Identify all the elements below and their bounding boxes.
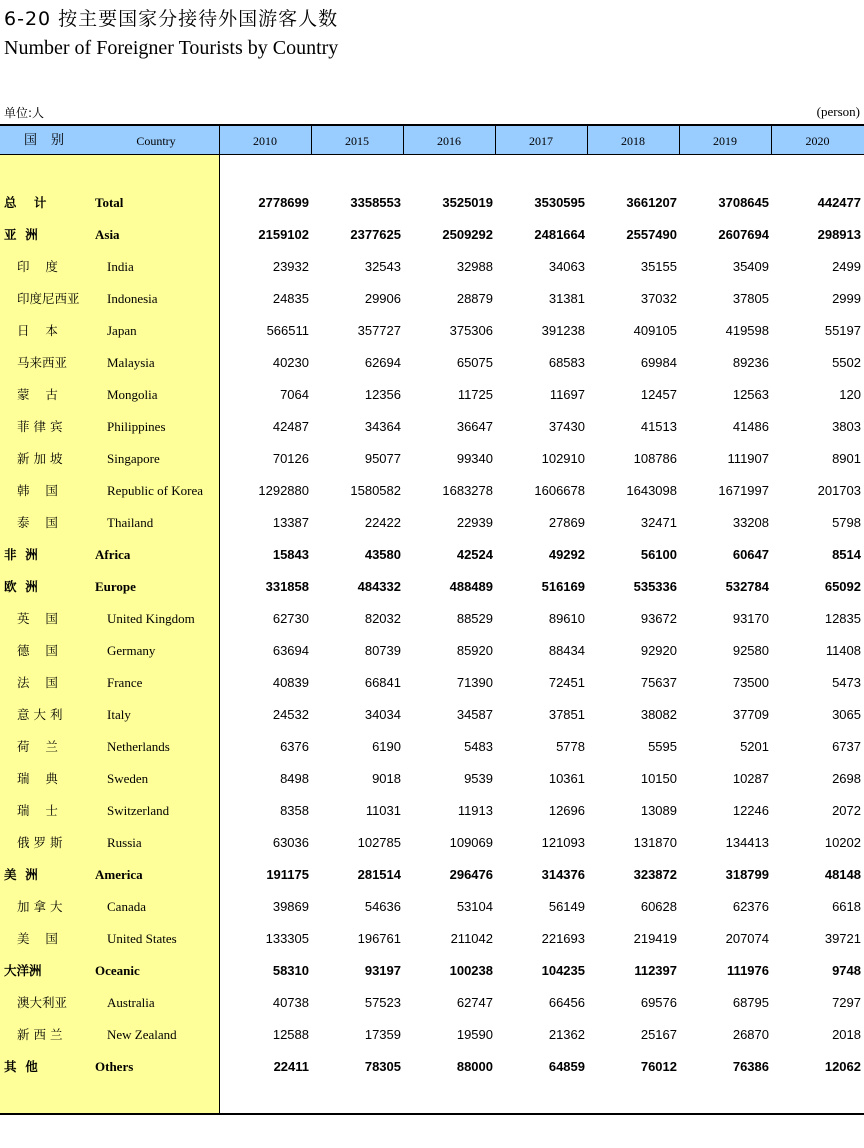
cell-value-2018: 60628 [640, 899, 677, 914]
cell-value-2018: 69984 [640, 355, 677, 370]
cell-value-2015: 95077 [364, 451, 401, 466]
cell-value-2015: 62694 [364, 355, 401, 370]
cell-value-2016: 19590 [456, 1027, 493, 1042]
cell-value-2018: 108786 [633, 451, 677, 466]
cell-value-2020: 11408 [825, 643, 861, 658]
cell-value-2015: 22422 [364, 515, 401, 530]
cell-value-2019: 111907 [727, 451, 769, 466]
cell-value-2019: 92580 [732, 643, 769, 658]
cell-value-2019: 134413 [725, 835, 769, 850]
table-row [0, 443, 864, 475]
cell-value-2020: 6618 [832, 899, 861, 914]
row-label-cn: 泰 国 [17, 515, 58, 530]
cell-value-2016: 375306 [449, 323, 493, 338]
cell-value-2016: 99340 [456, 451, 493, 466]
cell-value-2020: 2698 [832, 771, 861, 786]
table-title-cn: 6-20 按主要国家分接待外国游客人数 [4, 8, 339, 30]
row-label-en: Mongolia [107, 387, 158, 402]
cell-value-2020: 5798 [832, 515, 861, 530]
row-label-cn: 美 国 [17, 931, 58, 946]
cell-value-2010: 22411 [273, 1059, 309, 1074]
cell-value-2016: 71390 [456, 675, 493, 690]
cell-value-2015: 17359 [364, 1027, 401, 1042]
cell-value-2019: 5201 [740, 739, 769, 754]
cell-value-2015: 1580582 [350, 483, 401, 498]
cell-value-2010: 42487 [272, 419, 309, 434]
cell-value-2019: 207074 [725, 931, 769, 946]
cell-value-2020: 2072 [832, 803, 861, 818]
row-label-en: Italy [107, 707, 131, 722]
table-row [0, 731, 864, 763]
table-bottom-rule [0, 1113, 864, 1115]
cell-value-2010: 12588 [272, 1027, 309, 1042]
cell-value-2017: 64859 [548, 1059, 585, 1074]
row-label-en: France [107, 675, 143, 690]
row-label-en: New Zealand [107, 1027, 177, 1042]
row-label-cn: 大洋洲 [4, 963, 42, 978]
table-row [0, 763, 864, 795]
cell-value-2010: 191175 [266, 867, 309, 882]
cell-value-2017: 102910 [541, 451, 585, 466]
cell-value-2019: 73500 [732, 675, 769, 690]
cell-value-2010: 331858 [265, 579, 309, 594]
cell-value-2010: 40839 [272, 675, 309, 690]
cell-value-2018: 38082 [640, 707, 677, 722]
cell-value-2018: 56100 [640, 547, 677, 562]
cell-value-2020: 201703 [817, 483, 861, 498]
cell-value-2016: 53104 [456, 899, 493, 914]
row-label-cn: 蒙 古 [17, 387, 58, 402]
cell-value-2019: 60647 [732, 547, 769, 562]
cell-value-2017: 31381 [548, 291, 585, 306]
cell-value-2020: 2999 [832, 291, 861, 306]
cell-value-2016: 42524 [456, 547, 493, 562]
cell-value-2019: 12563 [732, 387, 769, 402]
row-label-cn: 英 国 [17, 611, 58, 626]
cell-value-2016: 88529 [456, 611, 493, 626]
cell-value-2018: 75637 [640, 675, 677, 690]
cell-value-2018: 131870 [633, 835, 677, 850]
row-label-en: Asia [95, 227, 120, 242]
row-label-cn: 印 度 [17, 259, 58, 274]
cell-value-2018: 41513 [640, 419, 677, 434]
cell-value-2018: 25167 [640, 1027, 677, 1042]
row-label-en: Thailand [107, 515, 154, 530]
cell-value-2018: 92920 [640, 643, 677, 658]
cell-value-2019: 93170 [732, 611, 769, 626]
cell-value-2016: 488489 [449, 579, 493, 594]
cell-value-2015: 196761 [357, 931, 401, 946]
cell-value-2015: 2377625 [350, 227, 401, 242]
row-label-cn: 荷 兰 [17, 739, 58, 754]
row-label-cn: 新 西 兰 [17, 1027, 63, 1042]
header-year-4: 2018 [621, 134, 645, 148]
cell-value-2016: 85920 [456, 643, 493, 658]
cell-value-2017: 104235 [541, 963, 585, 978]
cell-value-2010: 23932 [272, 259, 309, 274]
cell-value-2015: 102785 [357, 835, 401, 850]
cell-value-2016: 36647 [456, 419, 493, 434]
cell-value-2020: 5473 [832, 675, 861, 690]
cell-value-2018: 13089 [640, 803, 677, 818]
cell-value-2017: 49292 [548, 547, 585, 562]
table-row [0, 219, 864, 251]
cell-value-2018: 32471 [640, 515, 677, 530]
table-row [0, 891, 864, 923]
cell-value-2016: 11913 [457, 803, 493, 818]
cell-value-2019: 76386 [732, 1059, 769, 1074]
cell-value-2015: 34034 [364, 707, 401, 722]
row-label-en: Oceanic [95, 963, 140, 978]
row-label-en: America [95, 867, 143, 882]
row-label-en: Malaysia [107, 355, 155, 370]
cell-value-2016: 9539 [464, 771, 493, 786]
cell-value-2020: 298913 [817, 227, 861, 242]
row-label-cn: 美 洲 [4, 867, 38, 882]
cell-value-2020: 48148 [824, 867, 861, 882]
cell-value-2016: 2509292 [442, 227, 493, 242]
row-label-cn: 瑞 士 [17, 803, 58, 818]
cell-value-2017: 37851 [548, 707, 585, 722]
cell-value-2018: 2557490 [626, 227, 677, 242]
table-row [0, 923, 864, 955]
cell-value-2010: 8358 [280, 803, 309, 818]
cell-value-2015: 12356 [364, 387, 401, 402]
cell-value-2015: 93197 [364, 963, 401, 978]
cell-value-2015: 3358553 [350, 195, 401, 210]
row-label-en: Netherlands [107, 739, 170, 754]
cell-value-2017: 66456 [548, 995, 585, 1010]
cell-value-2017: 121093 [541, 835, 585, 850]
row-label-cn: 德 国 [17, 643, 58, 658]
cell-value-2018: 76012 [640, 1059, 677, 1074]
cell-value-2016: 28879 [456, 291, 493, 306]
cell-value-2015: 29906 [364, 291, 401, 306]
cell-value-2018: 93672 [640, 611, 677, 626]
cell-value-2017: 10361 [548, 771, 585, 786]
cell-value-2015: 281514 [357, 867, 401, 882]
cell-value-2017: 56149 [548, 899, 585, 914]
table-row [0, 571, 864, 603]
cell-value-2019: 1671997 [718, 483, 769, 498]
cell-value-2015: 6190 [372, 739, 401, 754]
cell-value-2016: 34587 [456, 707, 493, 722]
table-row [0, 667, 864, 699]
row-label-en: Sweden [107, 771, 149, 786]
cell-value-2015: 80739 [364, 643, 401, 658]
cell-value-2010: 39869 [272, 899, 309, 914]
cell-value-2017: 72451 [548, 675, 585, 690]
cell-value-2016: 5483 [464, 739, 493, 754]
cell-value-2017: 314376 [541, 867, 585, 882]
cell-value-2019: 3708645 [718, 195, 769, 210]
cell-value-2015: 43580 [364, 547, 401, 562]
row-label-en: Others [95, 1059, 134, 1074]
row-label-en: India [107, 259, 134, 274]
cell-value-2018: 35155 [640, 259, 677, 274]
cell-value-2010: 62730 [272, 611, 309, 626]
row-label-en: Africa [95, 547, 131, 562]
cell-value-2020: 12835 [824, 611, 861, 626]
cell-value-2016: 88000 [456, 1059, 493, 1074]
cell-value-2020: 3065 [832, 707, 861, 722]
row-label-en: Japan [107, 323, 137, 338]
cell-value-2017: 21362 [548, 1027, 585, 1042]
cell-value-2017: 27869 [548, 515, 585, 530]
table-row [0, 955, 864, 987]
row-label-cn: 加 拿 大 [17, 899, 63, 914]
table-row [0, 539, 864, 571]
cell-value-2019: 33208 [732, 515, 769, 530]
cell-value-2010: 2778699 [258, 195, 309, 210]
cell-value-2016: 3525019 [442, 195, 493, 210]
cell-value-2015: 11031 [365, 803, 401, 818]
table-row [0, 411, 864, 443]
row-label-cn: 菲 律 宾 [17, 419, 63, 434]
row-label-cn: 总 计 [4, 195, 47, 210]
row-label-en: United States [107, 931, 177, 946]
cell-value-2017: 391238 [541, 323, 585, 338]
cell-value-2010: 6376 [280, 739, 309, 754]
cell-value-2016: 211042 [450, 931, 493, 946]
cell-value-2010: 7064 [280, 387, 309, 402]
cell-value-2018: 10150 [640, 771, 677, 786]
table-row [0, 507, 864, 539]
cell-value-2015: 357727 [357, 323, 401, 338]
cell-value-2019: 62376 [732, 899, 769, 914]
cell-value-2020: 9748 [832, 963, 861, 978]
row-label-en: Singapore [107, 451, 160, 466]
cell-value-2015: 54636 [364, 899, 401, 914]
cell-value-2017: 34063 [548, 259, 585, 274]
cell-value-2010: 24532 [272, 707, 309, 722]
cell-value-2020: 65092 [824, 579, 861, 594]
cell-value-2015: 34364 [364, 419, 401, 434]
cell-value-2017: 3530595 [534, 195, 585, 210]
table-row [0, 379, 864, 411]
cell-value-2015: 9018 [372, 771, 401, 786]
cell-value-2010: 133305 [265, 931, 309, 946]
cell-value-2010: 1292880 [258, 483, 309, 498]
cell-value-2020: 120 [839, 387, 861, 402]
row-label-en: Switzerland [107, 803, 170, 818]
cell-value-2017: 5778 [556, 739, 585, 754]
header-country-cn: 国别 [24, 133, 79, 148]
cell-value-2010: 63694 [272, 643, 309, 658]
cell-value-2018: 69576 [640, 995, 677, 1010]
cell-value-2018: 409105 [633, 323, 677, 338]
cell-value-2015: 32543 [364, 259, 401, 274]
row-label-cn: 意 大 利 [17, 707, 63, 722]
row-label-en: Indonesia [107, 291, 158, 306]
header-year-6: 2020 [805, 134, 830, 148]
table-row [0, 603, 864, 635]
cell-value-2015: 484332 [357, 579, 401, 594]
cell-value-2019: 419598 [725, 323, 769, 338]
table-row [0, 187, 864, 219]
cell-value-2010: 58310 [272, 963, 309, 978]
cell-value-2020: 55197 [824, 323, 861, 338]
cell-value-2017: 221693 [541, 931, 585, 946]
header-year-0: 2010 [253, 134, 277, 148]
row-label-en: Philippines [107, 419, 166, 434]
cell-value-2015: 66841 [364, 675, 401, 690]
cell-value-2010: 70126 [272, 451, 309, 466]
cell-value-2018: 535336 [633, 579, 677, 594]
table-title-en: Number of Foreigner Tourists by Country [4, 37, 339, 59]
header-country-en: Country [136, 134, 176, 148]
cell-value-2018: 37032 [640, 291, 677, 306]
cell-value-2020: 6737 [832, 739, 861, 754]
cell-value-2018: 323872 [633, 867, 677, 882]
cell-value-2016: 1683278 [442, 483, 493, 498]
table-row [0, 1051, 864, 1083]
cell-value-2016: 32988 [456, 259, 493, 274]
cell-value-2019: 68795 [732, 995, 769, 1010]
cell-value-2018: 3661207 [626, 195, 677, 210]
cell-value-2018: 219419 [633, 931, 677, 946]
row-label-cn: 亚 洲 [4, 227, 38, 242]
table-row [0, 347, 864, 379]
cell-value-2016: 62747 [456, 995, 493, 1010]
row-label-cn: 非 洲 [4, 547, 38, 562]
cell-value-2019: 26870 [732, 1027, 769, 1042]
cell-value-2020: 3803 [832, 419, 861, 434]
header-year-3: 2017 [529, 134, 553, 148]
row-label-cn: 新 加 坡 [17, 451, 63, 466]
cell-value-2010: 13387 [272, 515, 309, 530]
row-label-en: Canada [107, 899, 146, 914]
row-label-en: Republic of Korea [107, 483, 204, 498]
cell-value-2016: 65075 [456, 355, 493, 370]
table-header [0, 126, 864, 155]
row-label-cn: 日 本 [17, 323, 58, 338]
cell-value-2018: 112397 [634, 963, 677, 978]
table-row [0, 283, 864, 315]
row-label-cn: 俄 罗 斯 [17, 835, 63, 850]
row-label-en: Germany [107, 643, 156, 658]
cell-value-2020: 5502 [832, 355, 861, 370]
cell-value-2019: 37805 [732, 291, 769, 306]
table-row [0, 987, 864, 1019]
row-label-en: Russia [107, 835, 142, 850]
cell-value-2020: 442477 [817, 195, 861, 210]
cell-value-2020: 8901 [832, 451, 861, 466]
row-label-en: Europe [95, 579, 136, 594]
cell-value-2010: 8498 [280, 771, 309, 786]
cell-value-2020: 12062 [824, 1059, 861, 1074]
table-row [0, 475, 864, 507]
table-row [0, 315, 864, 347]
row-label-cn: 马来西亚 [17, 355, 68, 370]
header-year-1: 2015 [345, 134, 369, 148]
row-label-cn: 印度尼西亚 [17, 291, 80, 306]
cell-value-2019: 12246 [732, 803, 769, 818]
cell-value-2019: 532784 [725, 579, 769, 594]
cell-value-2017: 68583 [548, 355, 585, 370]
cell-value-2017: 88434 [548, 643, 585, 658]
cell-value-2017: 516169 [541, 579, 585, 594]
cell-value-2018: 12457 [640, 387, 677, 402]
table-row [0, 827, 864, 859]
cell-value-2020: 7297 [832, 995, 861, 1010]
cell-value-2019: 41486 [732, 419, 769, 434]
cell-value-2020: 39721 [824, 931, 861, 946]
cell-value-2016: 100238 [449, 963, 493, 978]
cell-value-2017: 11697 [549, 387, 585, 402]
cell-value-2019: 37709 [732, 707, 769, 722]
cell-value-2020: 2018 [832, 1027, 861, 1042]
row-label-cn: 瑞 典 [17, 771, 58, 786]
row-label-cn: 其 他 [4, 1059, 38, 1074]
header-year-2: 2016 [437, 134, 461, 148]
cell-value-2017: 1606678 [534, 483, 585, 498]
cell-value-2020: 2499 [832, 259, 861, 274]
cell-value-2016: 11725 [457, 387, 493, 402]
cell-value-2019: 89236 [732, 355, 769, 370]
cell-value-2016: 296476 [449, 867, 493, 882]
row-label-cn: 韩 国 [17, 483, 58, 498]
cell-value-2015: 78305 [364, 1059, 401, 1074]
row-label-en: United Kingdom [107, 611, 195, 626]
table-row [0, 251, 864, 283]
row-label-en: Total [95, 195, 124, 210]
cell-value-2017: 37430 [548, 419, 585, 434]
row-label-cn: 法 国 [17, 675, 58, 690]
cell-value-2019: 2607694 [718, 227, 769, 242]
cell-value-2016: 109069 [449, 835, 493, 850]
row-label-cn: 澳大利亚 [17, 995, 68, 1010]
row-label-cn: 欧 洲 [4, 579, 38, 594]
cell-value-2019: 318799 [725, 867, 769, 882]
cell-value-2017: 12696 [548, 803, 585, 818]
table-row [0, 635, 864, 667]
cell-value-2015: 82032 [364, 611, 401, 626]
table-row [0, 795, 864, 827]
cell-value-2010: 566511 [266, 323, 309, 338]
row-label-en: Australia [107, 995, 155, 1010]
cell-value-2018: 1643098 [626, 483, 677, 498]
table-row [0, 1019, 864, 1051]
cell-value-2017: 89610 [548, 611, 585, 626]
cell-value-2019: 35409 [732, 259, 769, 274]
cell-value-2020: 8514 [832, 547, 861, 562]
cell-value-2018: 5595 [648, 739, 677, 754]
cell-value-2010: 2159102 [258, 227, 309, 242]
cell-value-2010: 15843 [272, 547, 309, 562]
cell-value-2019: 111976 [727, 963, 769, 978]
cell-value-2010: 63036 [272, 835, 309, 850]
table-row [0, 859, 864, 891]
cell-value-2015: 57523 [364, 995, 401, 1010]
cell-value-2010: 24835 [272, 291, 309, 306]
unit-label-en: (person) [816, 104, 860, 119]
cell-value-2010: 40230 [272, 355, 309, 370]
header-year-5: 2019 [713, 134, 737, 148]
cell-value-2019: 10287 [732, 771, 769, 786]
cell-value-2020: 10202 [824, 835, 861, 850]
table-row [0, 699, 864, 731]
cell-value-2010: 40738 [272, 995, 309, 1010]
unit-label-cn: 单位:人 [4, 106, 45, 120]
cell-value-2017: 2481664 [534, 227, 585, 242]
cell-value-2016: 22939 [456, 515, 493, 530]
